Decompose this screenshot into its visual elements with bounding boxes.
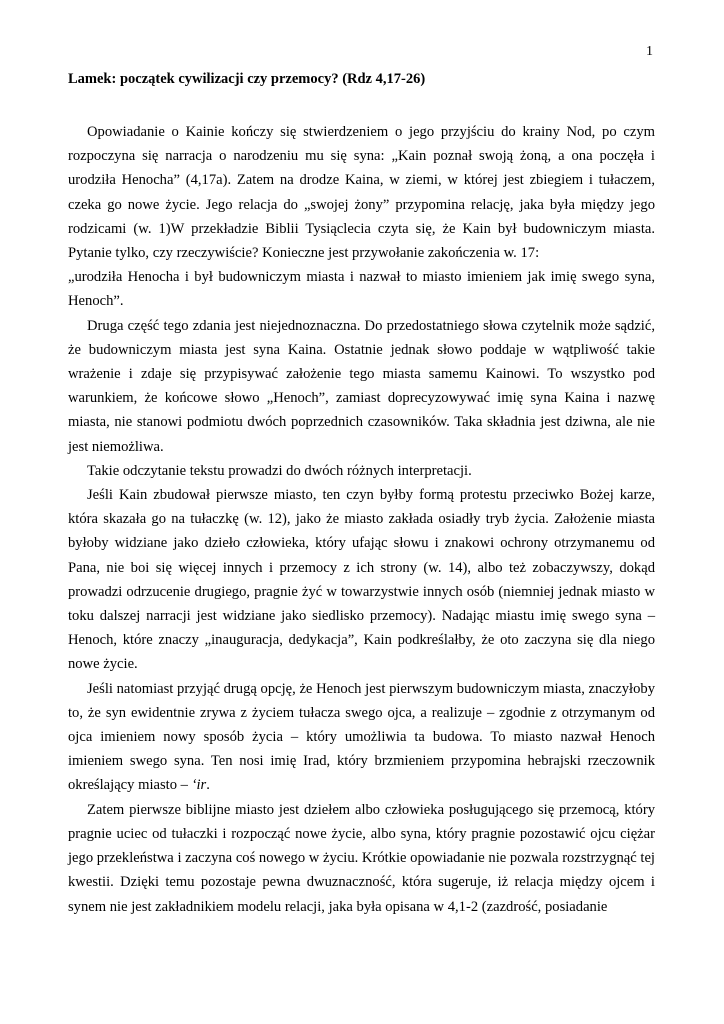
paragraph: Druga część tego zdania jest niejednoznaczna. Do przedostatniego słowa czytelnik może sądzić, że budowniczym miasta jest syna Kaina. Ostatnie jednak słowo poddaje w wątpliwość takie wrażenie i zdaje się przypisywać założenie tego miasta samemu Kainowi. To wszystko pod warunkiem, że końcowe słowo „Henoch”, zamiast doprecyzowywać imię syna Kaina i nazwę miasta, nie stanowi podmiotu dwóch poprzednich czasowników. Taka składnia jest dziwna, ale nie jest niemożliwa. bbox=[68, 317, 655, 455]
paragraph: Opowiadanie o Kainie kończy się stwierdzeniem o jego przyjściu do krainy Nod, po czym rozpoczyna się narracja o narodzeniu mu się syna: „Kain poznał swoją żoną, a ona poczęła i urodziła Henocha” (4,17a). Zatem na drodze Kaina, w ziemi, w której jest zbiegiem i tułaczem, czeka go nowe życie. Jego relacja do „swojej żony” przypomina relację, jaka była między jego rodzicami (w. 1)W przekładzie Biblii Tysiąclecia czyta się, że Kain był budowniczym miasta. Pytanie tylko, czy rzeczywiście? Konieczne jest przywołanie zakończenia w. 17: bbox=[68, 124, 655, 262]
italic-term: ‘ir bbox=[191, 777, 207, 794]
paragraph-text: Jeśli natomiast przyjąć drugą opcję, że Henoch jest pierwszym budowniczym miasta, znaczyłoby to, że syn ewidentnie zrywa z życiem tułacza swego ojca, a realizuje – zgodnie z otrzymanym od ojca imieniem nowy sposób życia – który umożliwia ta budowa. To miasto nazwał Henoch imieniem swego syna. Ten nosi imię Irad, który brzmieniem przypomina hebrajski rzeczownik określający miasto – bbox=[68, 680, 655, 794]
paragraph-text: . bbox=[206, 777, 210, 794]
paragraph: Jeśli Kain zbudował pierwsze miasto, ten czyn byłby formą protestu przeciwko Bożej karze, która skazała go na tułaczkę (w. 12), jako że miasto zakłada osiadły tryb życia. Założenie miasta byłoby widziane jako dzieło człowieka, który ufając słowu i znakowi ochrony otrzymanemu od Pana, nie boi się więcej innych i przemocy z ich strony (w. 14), albo też zobaczywszy, dokąd prowadzi odrzucenie drugiego, pragnie żyć w towarzystwie innych osób (niemniej jednak miasto w toku dalszej narracji jest widziane jako siedlisko przemocy). Nadając miastu imię swego syna – Henoch, które znaczy „inauguracja, dedykacja”, Kain podkreślałby, że oto zaczyna się dla niego nowe życie. bbox=[68, 487, 655, 673]
paragraph: Takie odczytanie tekstu prowadzi do dwóch różnych interpretacji. bbox=[87, 462, 472, 479]
page-number: 1 bbox=[646, 44, 653, 59]
paragraph: Zatem pierwsze biblijne miasto jest dziełem albo człowieka posługującego się przemocą, który pragnie uciec od tułaczki i rozpocząć nowe życie, albo syna, który pragnie pozostawić ojcu ciężar jego przekleństwa i zaczyna coś nowego w życiu. Krótkie opowiadanie nie pozwala rozstrzygnąć tej kwestii. Dzięki temu pozostaje pewna dwuznaczność, która sugeruje, iż relacja między ojcem i synem nie jest zakładnikiem modelu relacji, jaka była opisana w 4,1-2 (zazdrość, posiadanie bbox=[68, 801, 655, 915]
paragraph bbox=[68, 677, 655, 798]
quote-paragraph: „urodziła Henocha i był budowniczym miasta i nazwał to miasto imieniem jak imię swego syna, Henoch”. bbox=[68, 269, 655, 310]
document-body bbox=[68, 120, 655, 919]
document-title: Lamek: początek cywilizacji czy przemocy? (Rdz 4,17-26) bbox=[68, 71, 426, 87]
